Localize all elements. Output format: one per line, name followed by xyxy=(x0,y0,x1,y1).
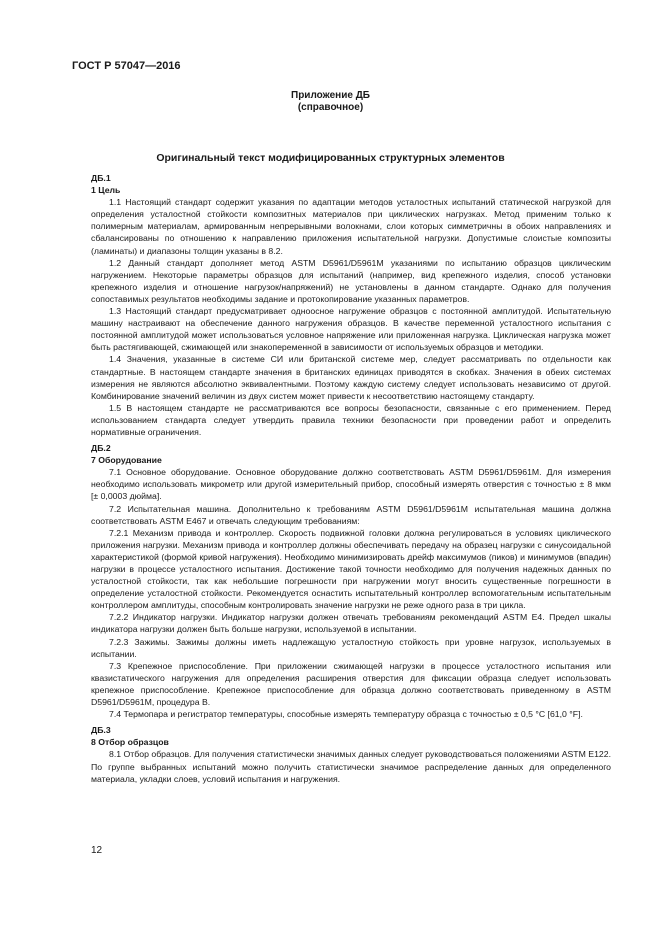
db1-label: ДБ.1 xyxy=(91,173,111,183)
paragraph-7-3: 7.3 Крепежное приспособление. При приложении сжимающей нагрузки в процессе усталостного испытания или квазистатического нагружения для определения расширения отверстия для фиксации образца следует использовать крепежное приспособление. Крепежное приспособление для образца должно соответствовать приведенному в ASTM D5961/D5961M, процедура B. xyxy=(91,660,611,708)
appendix-label: Приложение ДБ xyxy=(291,90,370,101)
appendix-type: (справочное) xyxy=(297,102,364,113)
paragraph-1-3: 1.3 Настоящий стандарт предусматривает одноосное нагружение образцов с постоянной амплитудой. Испытательную машину настраивают на обеспечение данного нагружения образцов. В качестве переменной усталостного испытания с постоянной амплитудой может использоваться условное напряжение или приложенная нагрузка. Циклическая нагрузка может быть растягивающей, сжимающей или знакопеременной в зависимости от используемых образцов и методики. xyxy=(91,306,611,353)
paragraph-7-2-3: 7.2.3 Зажимы. Зажимы должны иметь надлежащую усталостную стойкость при уровне нагрузок, используемых в испытании. xyxy=(91,636,611,659)
paragraph-1-2: 1.2 Данный стандарт дополняет метод ASTM D5961/D5961M указаниями по испытанию образцов циклическим нагружением. Некоторые параметры образцов для испытаний (например, вид крепежного изделия, способ установки крепежного изделия и отношение нагрузок/напряжений) не установлены в данном стандарте. Однако для получения сопоставимых результатов необходимы задание и протокопирование указанных параметров. xyxy=(91,257,611,304)
paragraph-1-5: 1.5 В настоящем стандарте не рассматриваются все вопросы безопасности, связанные с его применением. Перед использованием стандарта следует утвердить правила техники безопасности при проведении работ и определить нормативные ограничения. xyxy=(91,402,611,437)
paragraph-8-1: 8.1 Отбор образцов. Для получения статистически значимых данных следует руководствоваться положениями ASTM E122. По группе выбранных испытаний можно получить статистически значимое распределение данных для определенного материала, укладки слоев, условий испытания и нагружения. xyxy=(91,749,611,784)
db2-heading: 7 Оборудование xyxy=(91,455,162,466)
db3-label: ДБ.3 xyxy=(91,725,111,736)
paragraph-1-4: 1.4 Значения, указанные в системе СИ или британской системе мер, следует рассматривать по отдельности как стандартные. В настоящем стандарте значения в британских единицах приводятся в скобках. Значения в обеих системах измерения не являются абсолютно эквивалентными. Поэтому каждую систему следует использовать независимо от другой. Комбинирование значений величин из двух систем может привести к несоответствию настоящему стандарту. xyxy=(91,354,611,401)
paragraph-7-4: 7.4 Термопара и регистратор температуры, способные измерять температуру образца с точностью ± 0,5 °С [61,0 °F]. xyxy=(109,709,583,720)
document-header: ГОСТ Р 57047—2016 xyxy=(72,60,181,72)
paragraph-7-2: 7.2 Испытательная машина. Дополнительно к требованиям ASTM D5961/D5961M испытательная машина должна соответствовать ASTM E467 и отвечать следующим требованиям: xyxy=(91,503,611,526)
db3-heading: 8 Отбор образцов xyxy=(91,737,169,748)
section-title: Оригинальный текст модифицированных структурных элементов xyxy=(156,152,505,164)
db2-label: ДБ.2 xyxy=(91,443,111,454)
document-body xyxy=(91,172,611,785)
page-number: 12 xyxy=(91,845,103,856)
db1-heading: 1 Цель xyxy=(91,185,121,196)
paragraph-7-2-2: 7.2.2 Индикатор нагрузки. Индикатор нагрузки должен отвечать требованиям рекомендаций ASTM E4. Предел шкалы индикатора нагрузки должен быть больше нагрузки, используемой в испытании. xyxy=(91,612,611,635)
paragraph-7-1: 7.1 Основное оборудование. Основное оборудование должно соответствовать ASTM D5961/D5961M. Для измерения необходимо использовать микрометр или другой измерительный прибор, способный измерять отверстия с точностью ± 8 мкм [± 0,0003 дюйма]. xyxy=(91,467,611,502)
paragraph-1-1: 1.1 Настоящий стандарт содержит указания по адаптации методов усталостных испытаний статической нагрузкой для определения усталостной стойкости композитных материалов при циклических нагрузках. Метод применим только к полимерным материалам, армированным непрерывными волокнами, слои которых симметричны в обоих направлениях и сбалансированы по отношению к направлению приложения испытательной нагрузки. Допустимые слоистые композиты (ламинаты) и диапазоны толщин указаны в 8.2. xyxy=(91,197,611,256)
paragraph-7-2-1: 7.2.1 Механизм привода и контроллер. Скорость подвижной головки должна регулироваться в условиях циклического приложения нагрузки. Механизм привода и контроллер должны обеспечивать передачу на образец нагрузки с синусоидальной характеристикой (формой кривой нагружения). Необходимо минимизировать дрейф максимумов (пиков) и минимумов (впадин) нагрузки в процессе усталостного испытания. Достижение такой точности необходимо для получения надежных данных по усталостной стойкости, так как небольшие погрешности при нагружении могут вносить существенные погрешности в определение усталостной стойкости. Рекомендуется оснастить испытательный контроллер вспомогательным испытательным контроллером амплитуды, способным контролировать значение нагрузки не реже одного раза в три цикла. xyxy=(91,527,611,611)
